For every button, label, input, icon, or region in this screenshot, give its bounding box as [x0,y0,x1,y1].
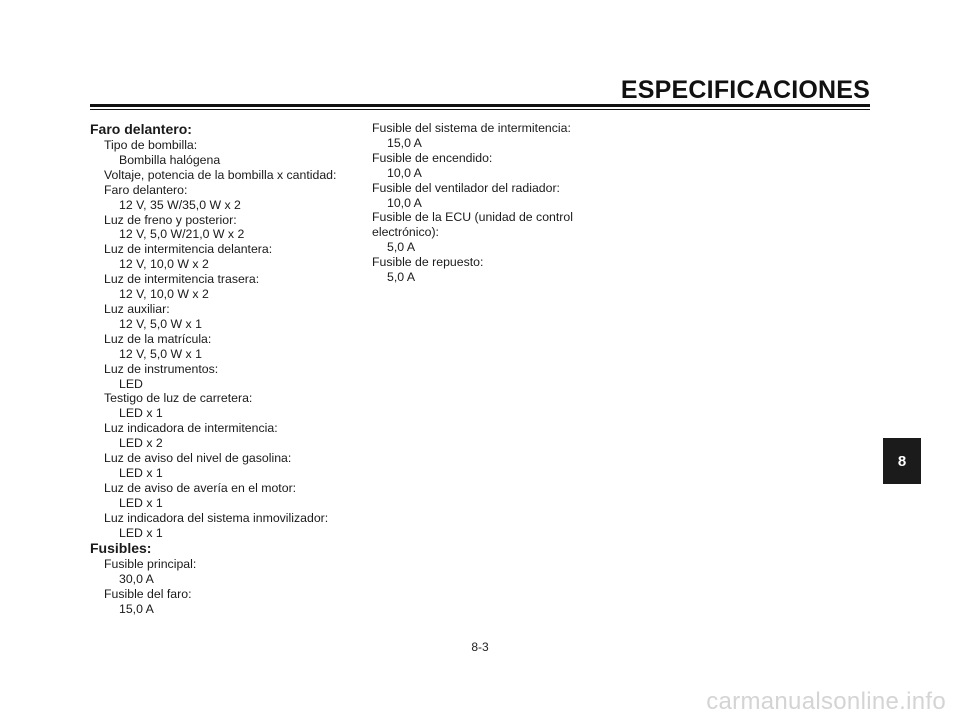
spec-label: Luz indicadora de intermitencia: [104,421,278,436]
spec-value: Bombilla halógena [119,152,221,167]
spec-label: Luz indicadora del sistema inmovilizador: [104,510,329,525]
spec-label: Luz de freno y posterior: [104,212,237,227]
spec-label: Luz auxiliar: [104,301,170,316]
spec-value: LED x 1 [119,465,163,480]
page-title: ESPECIFICACIONES [620,76,870,104]
spec-value: 10,0 A [387,165,422,180]
spec-label: Tipo de bombilla: [104,138,198,152]
spec-value: LED x 1 [119,525,163,540]
watermark: carmanualsonline.info [706,688,946,715]
spec-value: 12 V, 10,0 W x 2 [119,257,209,272]
left-column [90,121,360,617]
spec-label: Fusible de repuesto: [372,255,484,270]
spec-label: Luz de aviso de avería en el motor: [104,480,297,495]
spec-value: LED x 1 [119,406,163,421]
spec-label: Fusible de encendido: [372,150,493,165]
spec-label: Fusible del sistema de intermitencia: [372,121,571,135]
spec-value: 12 V, 5,0 W/21,0 W x 2 [119,227,245,242]
spec-value: 12 V, 10,0 W x 2 [119,287,209,302]
spec-label: Faro delantero: [104,182,188,197]
spec-value: 15,0 A [387,135,422,150]
page-number: 8-3 [471,640,489,654]
spec-label: Fusible del ventilador del radiador: [372,180,560,195]
spec-value: 30,0 A [119,572,154,587]
spec-value: 10,0 A [387,195,422,210]
spec-value: 15,0 A [119,602,154,617]
section-title-headlight: Faro delantero: [90,121,192,137]
spec-value: 5,0 A [387,240,416,255]
spec-value: 12 V, 5,0 W x 1 [119,346,202,361]
spec-value: LED x 1 [119,495,163,510]
spec-value: 12 V, 35 W/35,0 W x 2 [119,197,241,212]
spec-label: Voltaje, potencia de la bombilla x cantidad: [104,167,337,182]
spec-label: Fusible del faro: [104,587,192,602]
spec-label: electrónico): [372,225,439,240]
header-rule-thick [90,104,870,107]
spec-label: Luz de la matrícula: [104,331,212,346]
spec-value: LED x 2 [119,436,163,451]
header-rule-thin [90,109,870,110]
right-column [372,121,642,285]
spec-label: Fusible de la ECU (unidad de control [372,210,573,225]
spec-label: Fusible principal: [104,557,197,572]
spec-value: LED [119,376,143,391]
spec-label: Luz de aviso del nivel de gasolina: [104,451,292,466]
spec-value: 12 V, 5,0 W x 1 [119,316,202,331]
spec-label: Luz de intermitencia trasera: [104,272,260,287]
section-title-fuses: Fusibles: [90,540,152,557]
spec-label: Luz de instrumentos: [104,361,219,376]
chapter-tab: 8 [883,438,921,484]
spec-value: 5,0 A [387,270,416,285]
spec-label: Testigo de luz de carretera: [104,391,253,406]
spec-label: Luz de intermitencia delantera: [104,242,273,257]
